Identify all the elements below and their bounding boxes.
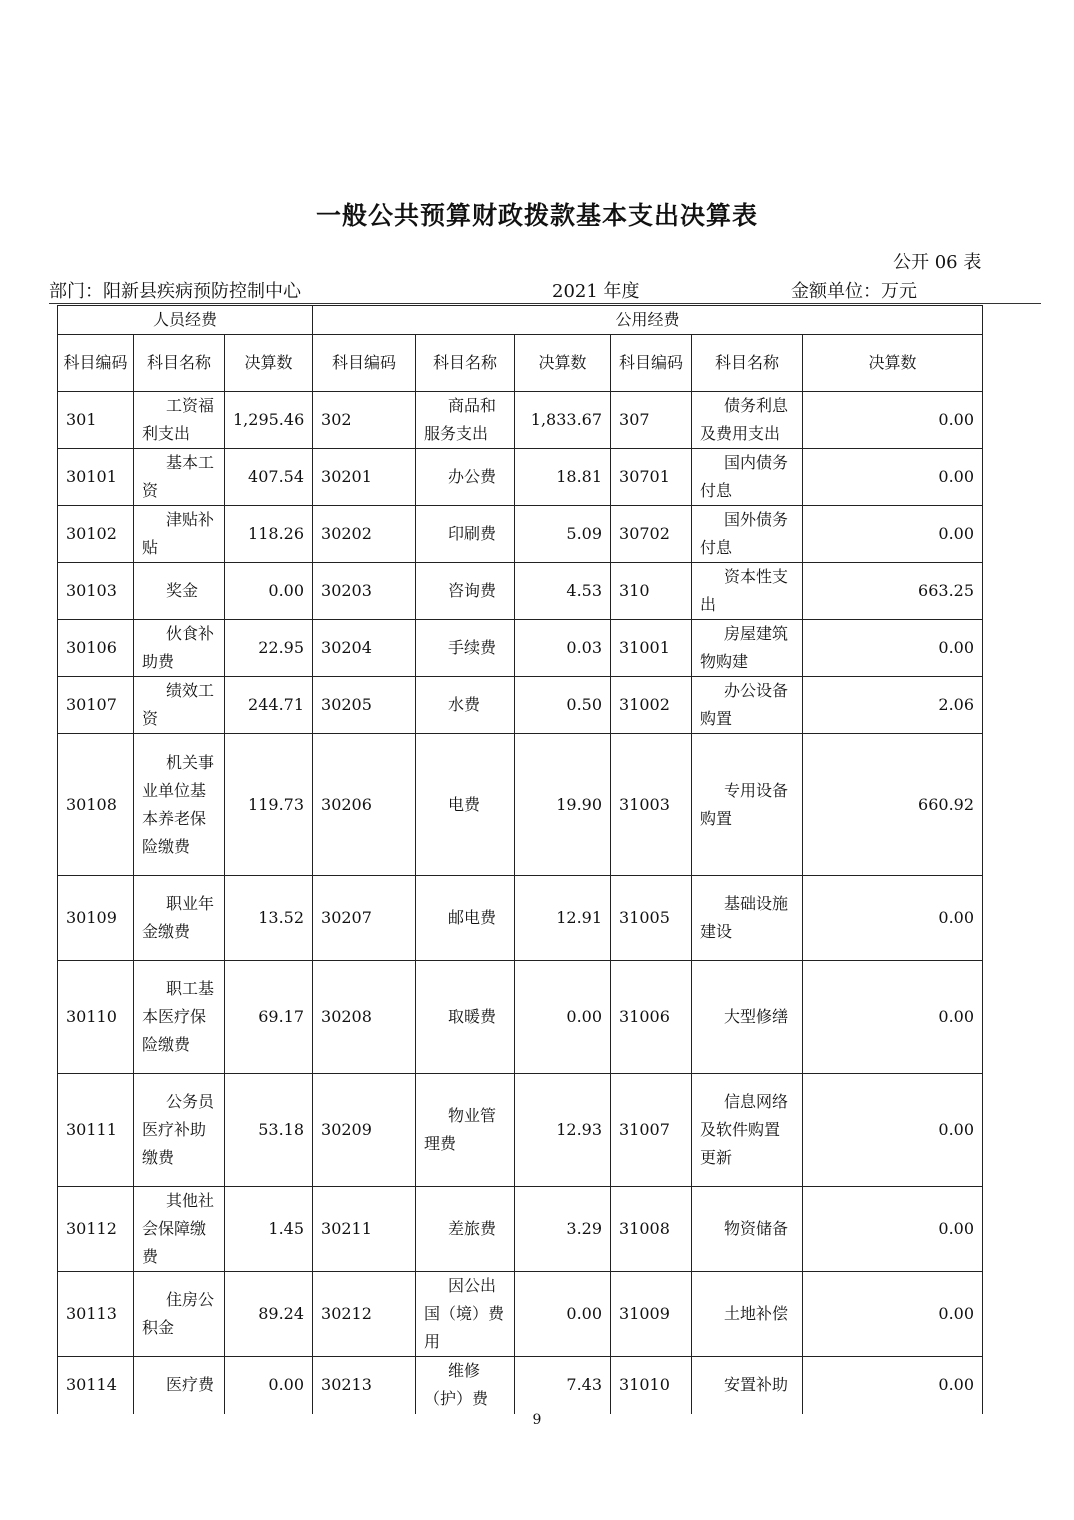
name-cell: 国内债务付息 xyxy=(692,449,803,506)
name-cell: 物资储备 xyxy=(692,1187,803,1272)
name-cell: 土地补偿 xyxy=(692,1272,803,1357)
amount-cell: 0.00 xyxy=(803,1272,983,1357)
code-cell: 30701 xyxy=(611,449,692,506)
code-cell: 30208 xyxy=(313,961,416,1074)
amount-cell: 0.00 xyxy=(803,620,983,677)
column-header-row xyxy=(58,335,983,392)
code-cell: 301 xyxy=(58,392,134,449)
code-cell: 307 xyxy=(611,392,692,449)
amount-cell: 13.52 xyxy=(225,876,313,961)
name-cell: 绩效工资 xyxy=(134,677,225,734)
name-cell: 机关事业单位基本养老保险缴费 xyxy=(134,734,225,876)
column-header: 决算数 xyxy=(225,335,313,392)
name-cell: 信息网络及软件购置更新 xyxy=(692,1074,803,1187)
table-row xyxy=(58,392,983,449)
amount-cell: 69.17 xyxy=(225,961,313,1074)
column-header: 决算数 xyxy=(803,335,983,392)
code-cell: 31009 xyxy=(611,1272,692,1357)
column-header: 科目名称 xyxy=(416,335,515,392)
name-cell: 公务员医疗补助缴费 xyxy=(134,1074,225,1187)
code-cell: 31005 xyxy=(611,876,692,961)
name-cell: 电费 xyxy=(416,734,515,876)
code-cell: 30212 xyxy=(313,1272,416,1357)
code-cell: 30209 xyxy=(313,1074,416,1187)
amount-cell: 0.03 xyxy=(515,620,611,677)
name-cell: 手续费 xyxy=(416,620,515,677)
page-number: 9 xyxy=(532,1412,542,1428)
table-row xyxy=(58,734,983,876)
name-cell: 物业管理费 xyxy=(416,1074,515,1187)
column-header: 科目编码 xyxy=(313,335,416,392)
amount-cell: 12.93 xyxy=(515,1074,611,1187)
amount-cell: 12.91 xyxy=(515,876,611,961)
amount-cell: 89.24 xyxy=(225,1272,313,1357)
amount-cell: 22.95 xyxy=(225,620,313,677)
name-cell: 水费 xyxy=(416,677,515,734)
column-header: 科目名称 xyxy=(692,335,803,392)
amount-cell: 0.00 xyxy=(515,1272,611,1357)
code-cell: 30113 xyxy=(58,1272,134,1357)
department-label: 部门：阳新县疾病预防控制中心 xyxy=(49,281,301,302)
code-cell: 30101 xyxy=(58,449,134,506)
code-cell: 310 xyxy=(611,563,692,620)
code-cell: 30211 xyxy=(313,1187,416,1272)
code-cell: 30110 xyxy=(58,961,134,1074)
amount-cell: 0.00 xyxy=(803,876,983,961)
page-title: 一般公共预算财政拨款基本支出决算表 xyxy=(315,201,758,230)
name-cell: 房屋建筑物购建 xyxy=(692,620,803,677)
name-cell: 邮电费 xyxy=(416,876,515,961)
code-cell: 30213 xyxy=(313,1357,416,1414)
table-row xyxy=(58,1187,983,1272)
public-header: 公用经费 xyxy=(313,306,983,335)
amount-cell: 660.92 xyxy=(803,734,983,876)
code-cell: 30108 xyxy=(58,734,134,876)
name-cell: 其他社会保障缴费 xyxy=(134,1187,225,1272)
code-cell: 30205 xyxy=(313,677,416,734)
column-header: 决算数 xyxy=(515,335,611,392)
name-cell: 资本性支出 xyxy=(692,563,803,620)
amount-cell: 1.45 xyxy=(225,1187,313,1272)
code-cell: 30114 xyxy=(58,1357,134,1414)
amount-cell: 118.26 xyxy=(225,506,313,563)
name-cell: 维修（护）费 xyxy=(416,1357,515,1414)
name-cell: 津贴补贴 xyxy=(134,506,225,563)
code-cell: 302 xyxy=(313,392,416,449)
code-cell: 31008 xyxy=(611,1187,692,1272)
name-cell: 安置补助 xyxy=(692,1357,803,1414)
name-cell: 商品和服务支出 xyxy=(416,392,515,449)
code-cell: 30107 xyxy=(58,677,134,734)
name-cell: 咨询费 xyxy=(416,563,515,620)
name-cell: 大型修缮 xyxy=(692,961,803,1074)
code-cell: 30204 xyxy=(313,620,416,677)
code-cell: 30207 xyxy=(313,876,416,961)
amount-cell: 1,295.46 xyxy=(225,392,313,449)
table-meta-line xyxy=(49,277,1041,304)
code-cell: 30202 xyxy=(313,506,416,563)
code-cell: 31001 xyxy=(611,620,692,677)
amount-cell: 18.81 xyxy=(515,449,611,506)
column-header: 科目编码 xyxy=(58,335,134,392)
name-cell: 债务利息及费用支出 xyxy=(692,392,803,449)
group-header-row xyxy=(58,306,983,335)
amount-cell: 0.50 xyxy=(515,677,611,734)
code-cell: 30203 xyxy=(313,563,416,620)
name-cell: 印刷费 xyxy=(416,506,515,563)
name-cell: 住房公积金 xyxy=(134,1272,225,1357)
name-cell: 国外债务付息 xyxy=(692,506,803,563)
table-row xyxy=(58,563,983,620)
code-cell: 31010 xyxy=(611,1357,692,1414)
column-header: 科目编码 xyxy=(611,335,692,392)
amount-cell: 0.00 xyxy=(803,506,983,563)
expenditure-table xyxy=(57,305,983,1414)
table-row xyxy=(58,620,983,677)
code-cell: 30201 xyxy=(313,449,416,506)
code-cell: 31007 xyxy=(611,1074,692,1187)
amount-cell: 0.00 xyxy=(225,563,313,620)
amount-cell: 0.00 xyxy=(225,1357,313,1414)
amount-cell: 5.09 xyxy=(515,506,611,563)
amount-cell: 119.73 xyxy=(225,734,313,876)
amount-cell: 0.00 xyxy=(515,961,611,1074)
code-cell: 30112 xyxy=(58,1187,134,1272)
amount-cell: 53.18 xyxy=(225,1074,313,1187)
code-cell: 30102 xyxy=(58,506,134,563)
name-cell: 伙食补助费 xyxy=(134,620,225,677)
name-cell: 职工基本医疗保险缴费 xyxy=(134,961,225,1074)
form-number: 公开 06 表 xyxy=(893,252,982,273)
code-cell: 30109 xyxy=(58,876,134,961)
code-cell: 30111 xyxy=(58,1074,134,1187)
amount-cell: 407.54 xyxy=(225,449,313,506)
name-cell: 专用设备购置 xyxy=(692,734,803,876)
code-cell: 31003 xyxy=(611,734,692,876)
name-cell: 医疗费 xyxy=(134,1357,225,1414)
name-cell: 基本工资 xyxy=(134,449,225,506)
table-row xyxy=(58,1357,983,1414)
table-row xyxy=(58,506,983,563)
table-row xyxy=(58,1074,983,1187)
table-row xyxy=(58,677,983,734)
name-cell: 差旅费 xyxy=(416,1187,515,1272)
amount-cell: 0.00 xyxy=(803,1357,983,1414)
name-cell: 基础设施建设 xyxy=(692,876,803,961)
amount-cell: 663.25 xyxy=(803,563,983,620)
table-row xyxy=(58,1272,983,1357)
amount-cell: 19.90 xyxy=(515,734,611,876)
code-cell: 30106 xyxy=(58,620,134,677)
amount-unit: 金额单位：万元 xyxy=(791,281,917,302)
amount-cell: 0.00 xyxy=(803,961,983,1074)
code-cell: 30702 xyxy=(611,506,692,563)
amount-cell: 0.00 xyxy=(803,1187,983,1272)
fiscal-year: 2021 年度 xyxy=(552,281,640,302)
amount-cell: 3.29 xyxy=(515,1187,611,1272)
column-header: 科目名称 xyxy=(134,335,225,392)
amount-cell: 0.00 xyxy=(803,1074,983,1187)
amount-cell: 244.71 xyxy=(225,677,313,734)
name-cell: 职业年金缴费 xyxy=(134,876,225,961)
name-cell: 工资福利支出 xyxy=(134,392,225,449)
table-row xyxy=(58,961,983,1074)
amount-cell: 7.43 xyxy=(515,1357,611,1414)
amount-cell: 4.53 xyxy=(515,563,611,620)
amount-cell: 2.06 xyxy=(803,677,983,734)
code-cell: 31006 xyxy=(611,961,692,1074)
name-cell: 奖金 xyxy=(134,563,225,620)
personnel-header: 人员经费 xyxy=(58,306,313,335)
amount-cell: 0.00 xyxy=(803,449,983,506)
code-cell: 31002 xyxy=(611,677,692,734)
name-cell: 办公费 xyxy=(416,449,515,506)
amount-cell: 1,833.67 xyxy=(515,392,611,449)
table-row xyxy=(58,876,983,961)
amount-cell: 0.00 xyxy=(803,392,983,449)
code-cell: 30206 xyxy=(313,734,416,876)
name-cell: 办公设备购置 xyxy=(692,677,803,734)
table-row xyxy=(58,449,983,506)
code-cell: 30103 xyxy=(58,563,134,620)
name-cell: 取暖费 xyxy=(416,961,515,1074)
table-body xyxy=(58,392,983,1414)
name-cell: 因公出国（境）费用 xyxy=(416,1272,515,1357)
